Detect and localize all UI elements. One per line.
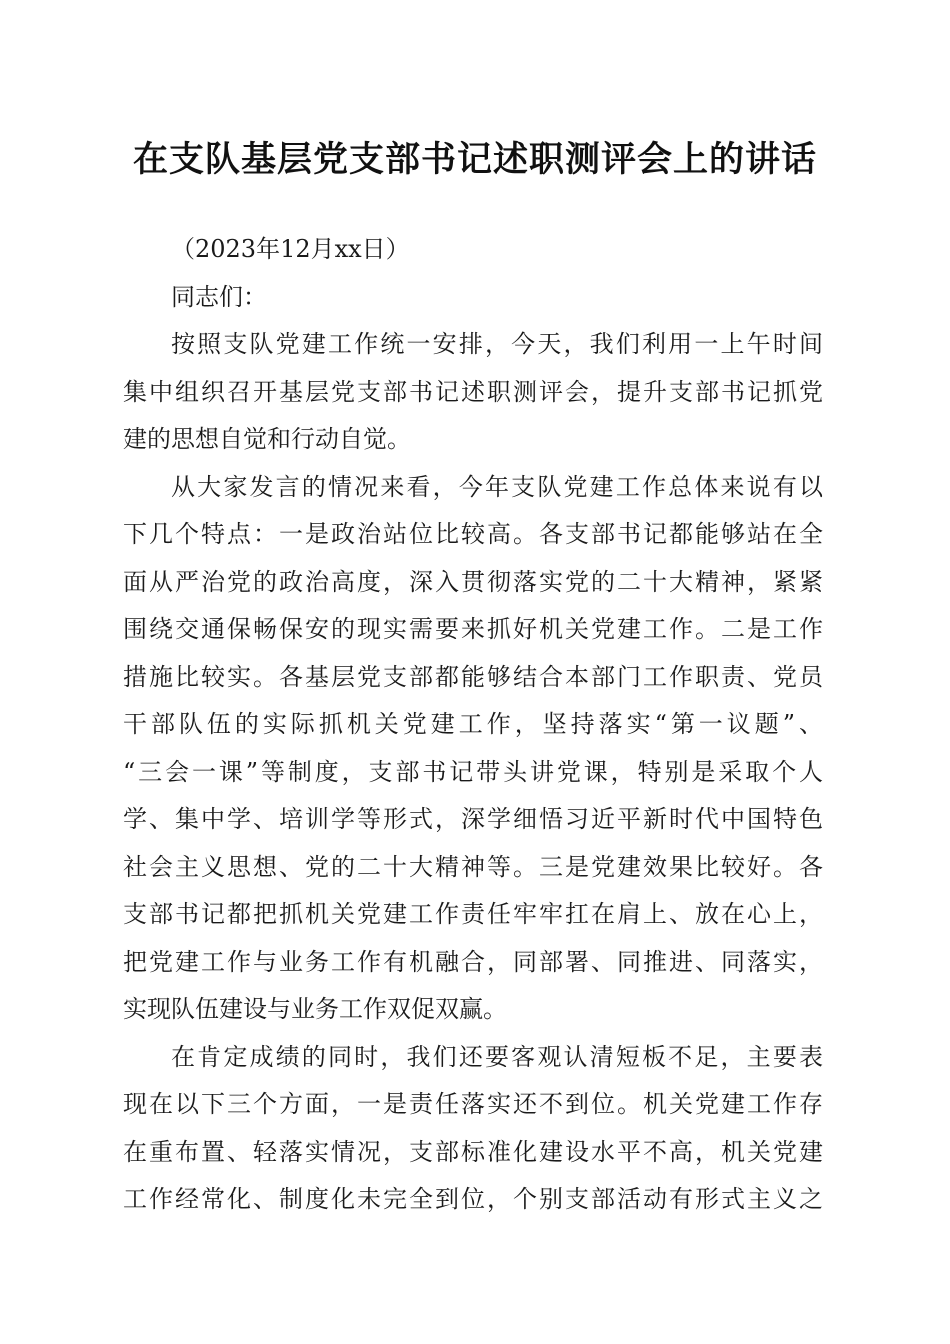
paragraph-line: 面从严治党的政治高度，深入贯彻落实党的二十大精神，紧紧: [123, 567, 823, 596]
paragraph-line: 现在以下三个方面，一是责任落实还不到位。机关党建工作存: [123, 1090, 823, 1118]
paragraph-line: “三会一课”等制度，支部书记带头讲党课，特别是采取个人: [123, 757, 823, 786]
paragraph-line: 下几个特点：一是政治站位比较高。各支部书记都能够站在全: [123, 520, 823, 548]
paragraph-line: 把党建工作与业务工作有机融合，同部署、同推进、同落实，: [123, 947, 823, 976]
paragraph-2: [123, 464, 823, 1034]
paragraph-line: 干部队伍的实际抓机关党建工作，坚持落实“第一议题”、: [123, 710, 823, 738]
paragraph-line: 学、集中学、培训学等形式，深学细悟习近平新时代中国特色: [123, 805, 823, 833]
document-title: 在支队基层党支部书记述职测评会上的讲话: [132, 139, 817, 180]
salutation: 同志们：: [171, 282, 267, 311]
paragraph-line: 建的思想自觉和行动自觉。: [123, 425, 411, 453]
paragraph-line: 从大家发言的情况来看，今年支队党建工作总体来说有以: [171, 472, 823, 501]
paragraph-line: 支部书记都把抓机关党建工作责任牢牢扛在肩上、放在心上，: [123, 900, 823, 928]
paragraph-3: [123, 1034, 823, 1224]
paragraph-line: 在肯定成绩的同时，我们还要客观认清短板不足，主要表: [171, 1042, 823, 1071]
paragraph-line: 工作经常化、制度化未完全到位，个别支部活动有形式主义之: [123, 1185, 823, 1213]
paragraph-line: 按照支队党建工作统一安排，今天，我们利用一上午时间: [171, 330, 823, 358]
paragraph-line: 在重布置、轻落实情况，支部标准化建设水平不高，机关党建: [123, 1137, 823, 1166]
paragraph-line: 措施比较实。各基层党支部都能够结合本部门工作职责、党员: [123, 662, 823, 691]
paragraph-line: 实现队伍建设与业务工作双促双赢。: [123, 995, 507, 1023]
paragraph-line: 围绕交通保畅保安的现实需要来抓好机关党建工作。二是工作: [123, 615, 823, 643]
paragraph-line: 集中组织召开基层党支部书记述职测评会，提升支部书记抓党: [123, 377, 823, 406]
paragraph-1: [123, 321, 823, 464]
date-line: （2023年12月xx日）: [171, 235, 410, 263]
paragraph-line: 社会主义思想、党的二十大精神等。三是党建效果比较好。各: [123, 852, 823, 881]
document-body: [123, 226, 823, 1224]
